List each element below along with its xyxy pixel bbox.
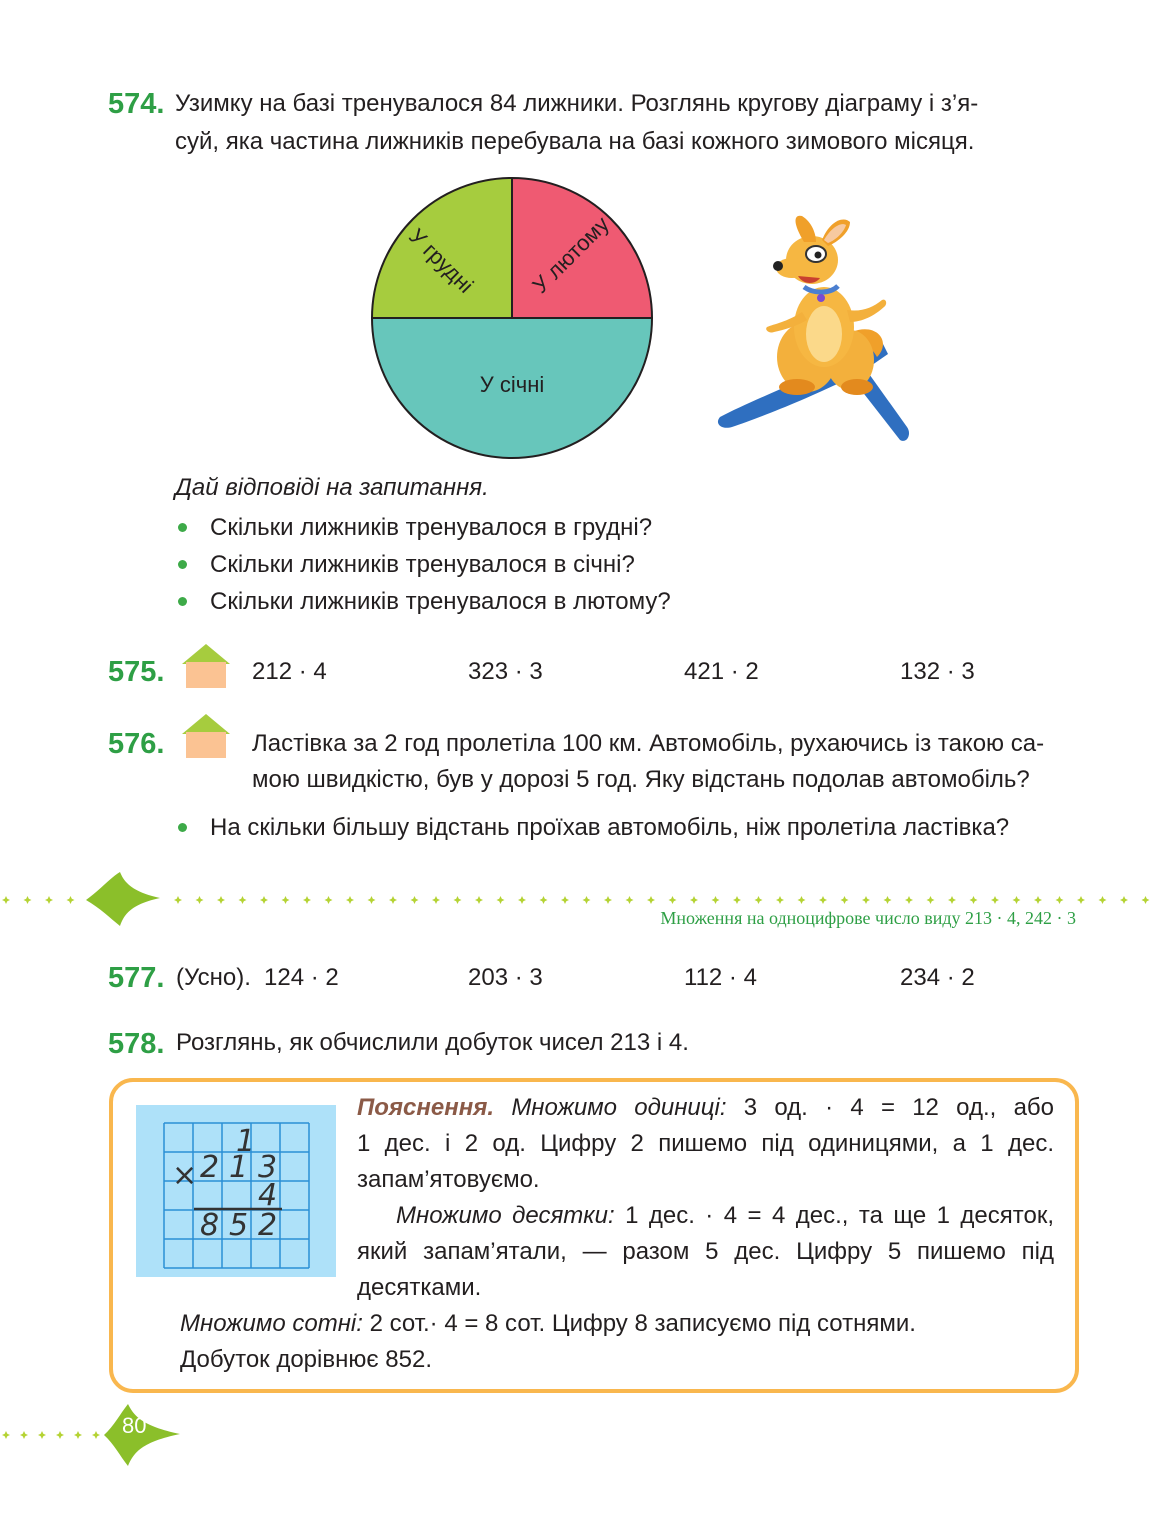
star-icon <box>74 1431 82 1439</box>
star-icon <box>561 896 569 904</box>
tens-line-3: десятками. <box>357 1274 482 1301</box>
star-icon <box>927 896 935 904</box>
star-icon <box>325 896 333 904</box>
pie-slice-label: У грудні <box>404 223 479 298</box>
multiply-sign: × <box>172 1158 198 1193</box>
top-digit-ones: 3 <box>258 1150 278 1185</box>
star-icon <box>1142 896 1150 904</box>
star-icon <box>798 896 806 904</box>
kangaroo-skier-illustration <box>712 212 917 452</box>
star-icon <box>1120 896 1128 904</box>
star-icon <box>368 896 376 904</box>
star-icon <box>217 896 225 904</box>
ones-line-3: запам’ятовуємо. <box>357 1166 540 1193</box>
pie-slice-label: У січні <box>479 372 545 397</box>
pie-slice-label: У лютому <box>527 211 614 298</box>
task-578-number: 578. <box>108 1028 165 1060</box>
star-icon <box>884 896 892 904</box>
star-icon <box>733 896 741 904</box>
star-icon <box>647 896 655 904</box>
bullet-icon <box>178 523 187 532</box>
task-574-prompt: Дай відповіді на запитання. <box>175 474 489 501</box>
explanation-line-1 <box>357 1090 1054 1126</box>
star-icon <box>239 896 247 904</box>
star-icon <box>776 896 784 904</box>
result-line: Добуток дорівнює 852. <box>180 1346 432 1373</box>
result-digit-tens: 5 <box>229 1208 249 1243</box>
star-icon <box>475 896 483 904</box>
star-icon <box>303 896 311 904</box>
star-icon <box>991 896 999 904</box>
star-icon <box>862 896 870 904</box>
hundreds-label: Множимо сотні: <box>180 1310 363 1337</box>
star-icon <box>2 896 10 904</box>
ones-line-1: 3 од. · 4 = 12 од., або <box>743 1094 1055 1121</box>
star-icon <box>669 896 677 904</box>
tens-label: Множимо десятки: <box>396 1202 615 1229</box>
star-icon <box>20 1431 28 1439</box>
star-icon <box>67 896 75 904</box>
question-2: Скільки лижників тренувалося в січні? <box>210 551 635 578</box>
page-number: 80 <box>122 1413 147 1438</box>
star-icon <box>45 896 53 904</box>
carry-digit: 1 <box>236 1124 256 1159</box>
star-icon <box>497 896 505 904</box>
star-icon <box>411 896 419 904</box>
house-icon <box>178 712 234 758</box>
task-576-number: 576. <box>108 728 165 760</box>
top-digit-hundreds: 2 <box>200 1150 220 1185</box>
star-icon <box>260 896 268 904</box>
star-icon <box>1034 896 1042 904</box>
task-574-text-line2: суй, яка частина лижників перебувала на базі кожного зимового місяця. <box>175 128 975 155</box>
star-icon <box>690 896 698 904</box>
pie-chart <box>370 176 654 460</box>
star-icon <box>432 896 440 904</box>
task-577-prefix: (Усно). <box>176 964 251 991</box>
task-576-question: На скільки більшу відстань проїхав автомобіль, ніж пролетіла ластівка? <box>210 814 1010 841</box>
task-578-text: Розглянь, як обчислили добуток чисел 213 і 4. <box>176 1029 689 1056</box>
top-digit-tens: 1 <box>229 1150 249 1185</box>
task-575-expr-4: 132 · 3 <box>900 658 975 685</box>
task-577-expr-1: 124 · 2 <box>264 964 339 991</box>
ones-label: Множимо одиниці: <box>511 1094 727 1121</box>
bullet-icon <box>178 823 187 832</box>
task-574-text-line1: Узимку на базі тренувалося 84 лижники. Розглянь кругову діаграму і з’я- <box>175 90 979 117</box>
task-574-number: 574. <box>108 88 165 120</box>
task-577-number: 577. <box>108 962 165 994</box>
star-icon <box>92 1431 100 1439</box>
star-icon <box>38 1431 46 1439</box>
task-575-expr-2: 323 · 3 <box>468 658 543 685</box>
task-575-expr-3: 421 · 2 <box>684 658 759 685</box>
star-icon <box>56 1431 64 1439</box>
star-icon <box>604 896 612 904</box>
result-digit-hundreds: 8 <box>200 1208 220 1243</box>
star-icon <box>626 896 634 904</box>
star-icon <box>841 896 849 904</box>
star-icon <box>346 896 354 904</box>
question-1: Скільки лижників тренувалося в грудні? <box>210 514 653 541</box>
star-icon <box>905 896 913 904</box>
explanation-label: Пояснення. <box>357 1094 495 1121</box>
result-digit-ones: 2 <box>258 1208 278 1243</box>
star-icon <box>712 896 720 904</box>
task-575-number: 575. <box>108 656 165 688</box>
star-icon <box>389 896 397 904</box>
star-icon <box>1077 896 1085 904</box>
column-multiplication-grid <box>136 1105 336 1277</box>
multiplier-digit: 4 <box>258 1178 278 1213</box>
star-icon <box>282 896 290 904</box>
section-title: Множення на одноцифрове число виду 213 · 4, 242 · 3 <box>660 908 1076 928</box>
house-icon <box>178 642 234 688</box>
star-icon <box>540 896 548 904</box>
task-577-expr-4: 234 · 2 <box>900 964 975 991</box>
star-icon <box>970 896 978 904</box>
leaf-ornament-icon <box>86 872 160 926</box>
task-577-expr-3: 112 · 4 <box>684 964 757 991</box>
star-icon <box>174 896 182 904</box>
tens-line-2: який запам’ятали, — разом 5 дес. Цифру 5 пишемо під <box>357 1238 1054 1265</box>
tens-line-1 <box>396 1198 1054 1234</box>
star-icon <box>755 896 763 904</box>
star-icon <box>1056 896 1064 904</box>
hundreds-line <box>180 1306 916 1342</box>
task-575-expr-1: 212 · 4 <box>252 658 327 685</box>
hundreds-text: 2 сот.· 4 = 8 сот. Цифру 8 записуємо під сотнями. <box>369 1310 916 1337</box>
star-icon <box>583 896 591 904</box>
tens-line-1-text: 1 дес. · 4 = 4 дес., та ще 1 десяток, <box>625 1202 1054 1229</box>
star-icon <box>196 896 204 904</box>
star-icon <box>2 1431 10 1439</box>
page-number-ornament <box>0 1400 200 1470</box>
task-577-expr-2: 203 · 3 <box>468 964 543 991</box>
task-576-text-line1: Ластівка за 2 год пролетіла 100 км. Автомобіль, рухаючись із такою са- <box>252 730 1045 757</box>
star-icon <box>518 896 526 904</box>
star-icon <box>948 896 956 904</box>
star-icon <box>819 896 827 904</box>
bullet-icon <box>178 560 187 569</box>
task-576-text-line2: мою швидкістю, був у дорозі 5 год. Яку відстань подолав автомобіль? <box>252 766 1030 793</box>
ones-line-2: 1 дес. і 2 од. Цифру 2 пишемо під одиницями, а 1 дес. <box>357 1130 1054 1157</box>
bullet-icon <box>178 597 187 606</box>
question-3: Скільки лижників тренувалося в лютому? <box>210 588 671 615</box>
star-icon <box>1099 896 1107 904</box>
star-icon <box>454 896 462 904</box>
star-icon <box>1013 896 1021 904</box>
star-icon <box>24 896 32 904</box>
